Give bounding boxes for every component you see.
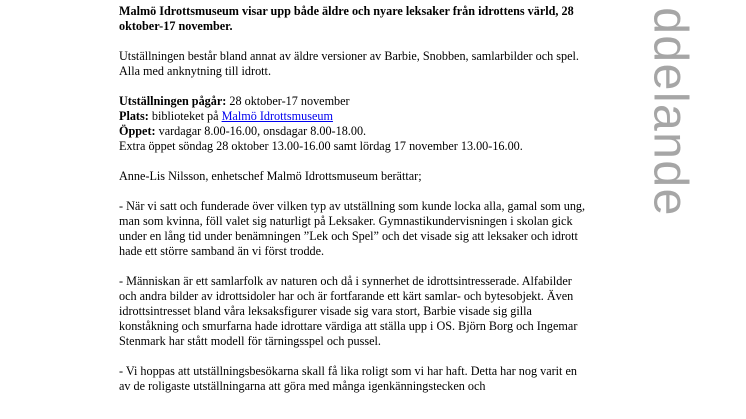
open-value: vardagar 8.00-16.00, onsdagar 8.00-18.00. bbox=[155, 124, 367, 138]
place-label: Plats: bbox=[119, 109, 149, 123]
museum-link[interactable]: Malmö Idrottsmuseum bbox=[221, 109, 333, 123]
place-value: biblioteket på bbox=[148, 109, 222, 123]
dates-value: 28 oktober-17 november bbox=[226, 94, 350, 108]
open-label: Öppet: bbox=[119, 124, 156, 138]
extra-open-hours: Extra öppet söndag 28 oktober 13.00-16.00 samt lördag 17 november 13.00-16.00. bbox=[119, 139, 523, 153]
intro-paragraph: Utställningen består bland annat av äldre versioner av Barbie, Snobben, samlarbilder och spel. Alla med anknytning till idrott. bbox=[119, 49, 579, 78]
sidebar-banner bbox=[620, 0, 720, 419]
speaker-intro: Anne-Lis Nilsson, enhetschef Malmö Idrottsmuseum berättar; bbox=[119, 169, 422, 183]
sidebar-word: ddelande bbox=[643, 7, 697, 217]
info-block bbox=[119, 94, 589, 154]
quote-paragraph-3: - Vi hoppas att utställningsbesökarna skall få lika roligt som vi har haft. Detta har nog varit en av de roligaste utställningarna att göra med många igenkänningstecken och bbox=[119, 364, 577, 393]
headline: Malmö Idrottsmuseum visar upp både äldre och nyare leksaker från idrottens värld, 28 oktober-17 november. bbox=[119, 4, 574, 33]
document-body bbox=[119, 4, 589, 409]
quote-paragraph-2: - Människan är ett samlarfolk av naturen och då i synnerhet de idrottsintresserade. Alfabilder och andra bilder av idrottsidoler har och är fortfarande ett kärt samlar- och bytesobjekt. Även idrottsintresset bland våra leksaksfigurer visade sig vara stort, Barbie visade sig gilla konståkning och smurfarna hade idrottare värdiga att ställa upp i OS. Björn Borg och Ingemar Stenmark har stått modell för tärningsspel och pussel. bbox=[119, 274, 578, 348]
dates-label: Utställningen pågår: bbox=[119, 94, 227, 108]
quote-paragraph-1: - När vi satt och funderade över vilken typ av utställning som kunde locka alla, gamal som ung, man som kvinna, föll valet sig naturligt på Leksaker. Gymnastikundervisningen i skolan gick under en lång tid under benämningen ”Lek och Spel” och det visade sig att leksaker och idrott hade ett större samband än vi först trodde. bbox=[119, 199, 586, 258]
